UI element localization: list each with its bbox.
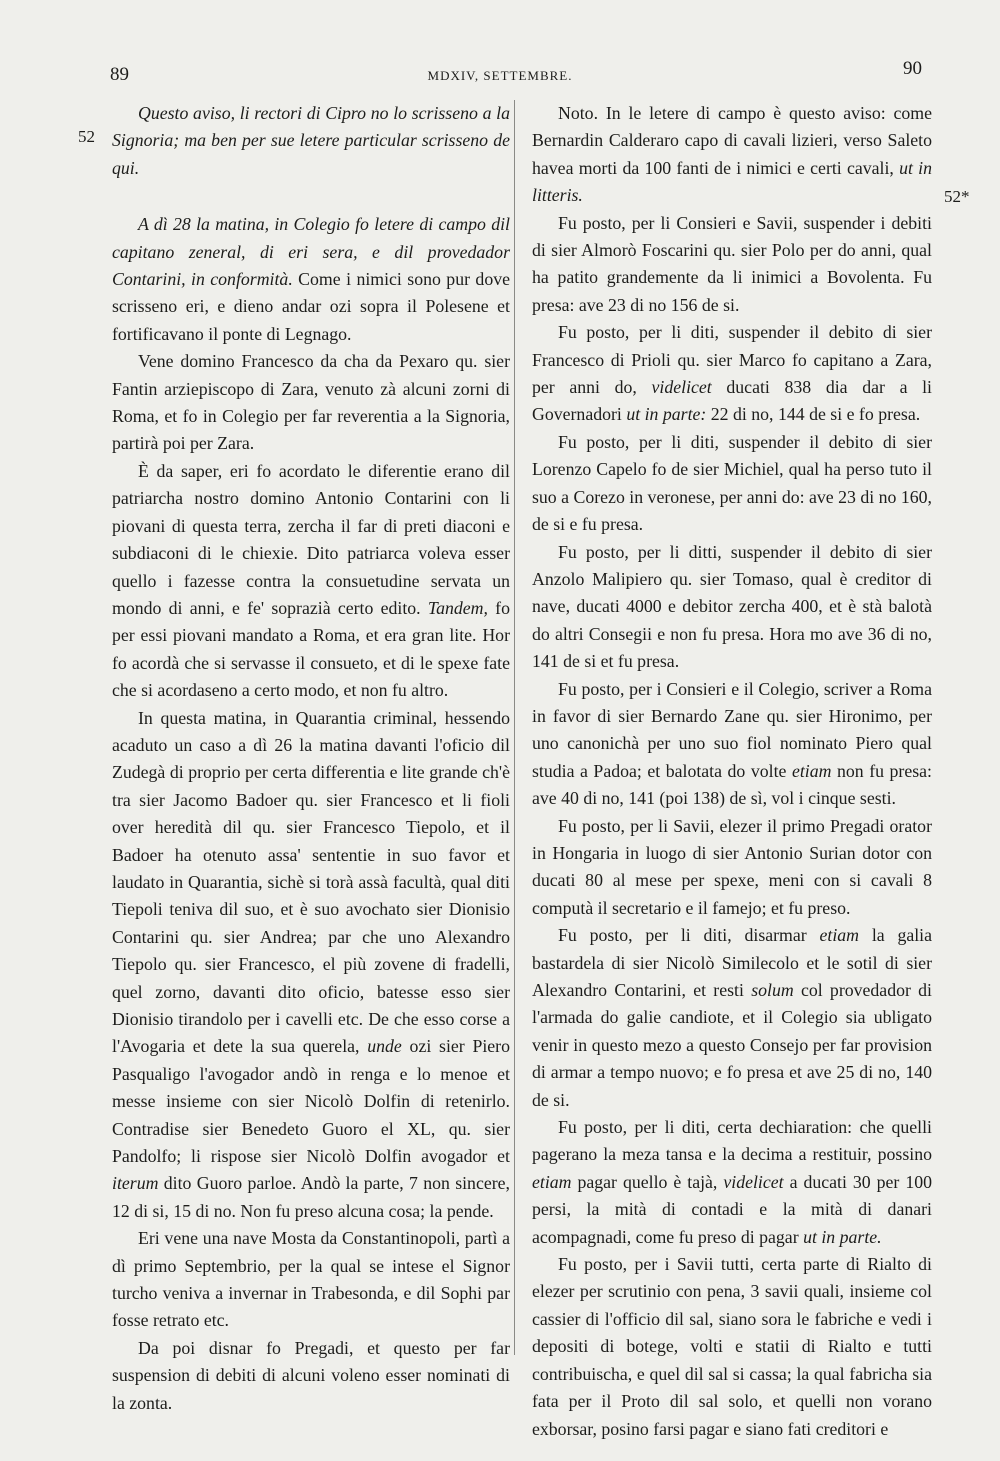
text: Fu posto, per i Consieri e il Colegio, scriver a Roma in favor di sier Bernardo Zane qu. sier Hironimo, per uno canonichà per uno suo fiol nominato Piero qual studia a Padoa; et balotata do volte — [532, 678, 932, 781]
paragraph: Questo aviso, li rectori di Cipro no lo scrisseno a la Signoria; ma ben per sue letere particular scrisseno de qui. — [112, 103, 510, 178]
paragraph: Fu posto, per li Consieri e Savii, suspender i debiti di sier Almorò Foscarini qu. sier Polo per do anni, qual ha patito grandemente da li inimici a Bovolenta. Fu presa: ave 23 di no 156 de si. — [532, 212, 932, 315]
paragraph — [532, 676, 932, 813]
paragraph — [532, 100, 932, 210]
running-title: MDXIV, SETTEMBRE. — [427, 68, 573, 83]
text: ducati 838 dia dar a li Governadori — [532, 377, 932, 425]
column-divider — [514, 100, 515, 1355]
paragraph: Fu posto, per li diti, suspender il debito di sier Lorenzo Capelo fo de sier Michiel, qual ha perso tuto il suo a Corezo in veronese, per anni do: ave 23 di no 160, de si e fu presa. — [532, 431, 932, 535]
paragraph: Fu posto, per i Savii tutti, certa parte di Rialto di elezer per scrutinio con pena, 3 savii quali, insieme col cassier di l'officio dil sal, siano sora le fabriche e vedi i depositi di botege, volti e statii di Rialto e tutti contribuischa, e quel dil sal si cassa; la qual fabricha sia fata per il Proto dil sal solo, et quelli non vorano exborsar, posino farsi pagar e siano fati creditori e — [532, 1254, 932, 1439]
paragraph — [112, 458, 510, 705]
italic-text: etiam — [819, 925, 860, 946]
text: Fu posto, per li diti, disarmar — [558, 925, 820, 946]
paragraph: Da poi disnar fo Pregadi, et questo per far suspension di debiti di alcuni voleno esser nominati di la zonta. — [112, 1337, 510, 1413]
italic-text: ut in litteris. — [532, 157, 933, 206]
page-number-right: 90 — [903, 58, 922, 79]
italic-text: etiam — [532, 1171, 572, 1192]
text: ozi sier Piero Pasqualigo l'avogador andò in renga e lo menoe et messe insieme con sier Nicolò Dolfin di retenirlo. Contradise sier Benedeto Guoro el XL, qu. sier Pandolfo; li rispose sier Nicolò Dolfin avogador et — [112, 1036, 510, 1167]
italic-text: solum — [751, 980, 794, 1000]
italic-text: videlicet — [723, 1171, 784, 1192]
text: la galia bastardela di sier Nicolò Similecolo et le sotil di sier Alexandro Contarini, et resti — [532, 925, 932, 1000]
text: Come i nimici sono pur dove scrisseno eri, e dieno andar ozi sopra il Polesene et fortificavano il ponte di Legnago. — [112, 269, 510, 344]
text: col provedador di l'armada do galie candiote, et il Colegio sia ubligato venir in questo mezo a questo Consejo per far provision di armar a tempo nuovo; e fo presa et ave 25 di no, 140 de si. — [532, 980, 932, 1110]
paragraph — [532, 1114, 932, 1251]
margin-note-left: 52 — [78, 127, 95, 146]
italic-text: ut in parte: — [626, 404, 707, 425]
text: Noto. In le letere di campo è questo aviso: come Bernardin Calderaro capo di cavali lizieri, verso Saleto havea morti da 100 fanti de i nimici e certi cavali, — [532, 103, 932, 178]
paragraph: Eri vene una nave Mosta da Constantinopoli, partì a dì primo Septembrio, per la qual se intese el Signor turcho veniva a invernar in Trabesonda, e dil Sophi par fosse retrato etc. — [112, 1228, 510, 1331]
italic-text: Tandem, — [427, 597, 488, 618]
page-header — [0, 58, 1000, 86]
paragraph: Fu posto, per li ditti, suspender il debito di sier Anzolo Malipiero qu. sier Tomaso, qual è creditor di nave, ducati 4000 e debitor zercha 400, et è stà balotà do altri Consegii e non fu presa. Hora mo ave 36 di no, 141 de si et fu presa. — [532, 541, 932, 672]
italic-text: videlicet — [651, 377, 712, 398]
italic-text: iterum — [112, 1173, 159, 1194]
text: dito Guoro parloe. Andò la parte, 7 non sincere, 12 di si, 15 di no. Non fu preso alcuna cosa; la pende. — [112, 1173, 510, 1221]
text: 22 di no, 144 de si e fo presa. — [706, 404, 921, 425]
paragraph — [112, 705, 510, 1226]
italic-text: etiam — [791, 760, 832, 781]
text: Fu posto, per li diti, certa dechiaration: che quelli pagerano la meza tansa e la decima a restituir, possino — [532, 1117, 932, 1165]
paragraph — [112, 211, 510, 348]
text: In questa matina, in Quarantia criminal, hessendo acaduto un caso a dì 26 la matina davanti l'oficio dil Zudegà di proprio per certa differentia e lite grande ch'è tra sier Jacomo Badoer qu. sier Francesco et li fioli over heredità dil qu. sier Francesco Tiepolo, et il Badoer ha otenuto assa' sententie in suo favor et laudato in Quarantia, sichè si torà assà facultà, qual diti Tiepoli teniva dil suo, et è suo avochato sier Dionisio Contarini qu. sier Andrea; par che uno Alexandro Tiepolo qu. sier Francesco, el più zovene di fradelli, quel zorno, davanti dito oficio, batesse esso sier Dionisio tirandolo per i cavelli etc. De che esso corse a l'Avogaria et dete la sua querela, — [112, 707, 510, 1057]
paragraph — [532, 319, 932, 429]
italic-text: unde — [367, 1036, 402, 1057]
right-column — [532, 100, 932, 1443]
page-number-left: 89 — [110, 64, 129, 85]
margin-note-right: 52* — [944, 187, 970, 206]
paragraph: Fu posto, per li Savii, elezer il primo Pregadi orator in Hongaria in luogo di sier Antonio Surian dotor con ducati 80 al mese per spexe, meni con si cavali 8 computà il secretario e il famejo; et fu preso. — [532, 815, 932, 918]
text: È da saper, eri fo acordato le diferentie erano dil patriarcha nostro domino Antonio Contarini con li piovani di questa terra, zercha il far di preti diaconi e subdiaconi di le chiexie. Dito patriarca voleva esser quello i fazesse contra la consuetudine servata un mondo di anni, e fe' soprazià certo edito. — [112, 460, 510, 618]
italic-text: ut in parte. — [803, 1226, 882, 1247]
text: pagar quello è tajà, — [571, 1171, 724, 1192]
text: Fu posto, per li diti, suspender il debito di sier Francesco di Prioli qu. sier Marco fo capitano a Zara, per anni do, — [532, 322, 932, 398]
text: non fu presa: ave 40 di no, 141 (poi 138) de sì, vol i cinque sesti. — [532, 760, 932, 809]
paragraph — [532, 922, 932, 1114]
left-column — [112, 100, 510, 1417]
text: a ducati 30 per 100 persi, la mità di contadi e la mità di danari acompagnadi, come fu preso di pagar — [532, 1171, 932, 1247]
text: fo per essi piovani mandato a Roma, et era gran lite. Hor fo acordà che si servasse il consueto, et di le spexe fate che si acordaseno a certo modo, et non fu altro. — [112, 597, 510, 701]
paragraph: Vene domino Francesco da cha da Pexaro qu. sier Fantin arziepiscopo di Zara, venuto zà alcuni zorni di Roma, et fo in Colegio per far reverentia a la Signoria, partirà poi per Zara. — [112, 351, 510, 454]
italic-text: A dì 28 la matina, in Colegio fo letere di campo dil capitano zeneral, di eri sera, e dil provedador Contarini, in conformità. — [112, 214, 510, 290]
